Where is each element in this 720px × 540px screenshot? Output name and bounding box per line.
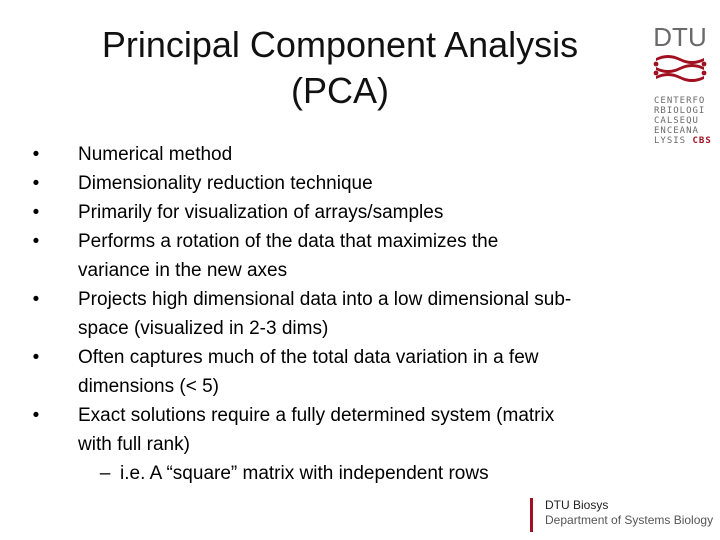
bullet-item bbox=[20, 169, 660, 198]
bullet-symbol: • bbox=[32, 144, 40, 165]
bullet-text-cont: variance in the new axes bbox=[78, 260, 288, 281]
cbs-logo-line: ENCEANA bbox=[654, 126, 699, 136]
bullet-text: Projects high dimensional data into a low dimensional sub- bbox=[78, 289, 572, 310]
bullet-item bbox=[20, 285, 660, 343]
bullet-item bbox=[20, 198, 660, 227]
bullet-symbol: • bbox=[32, 173, 40, 194]
bullet-item bbox=[20, 343, 660, 401]
bullet-text: Primarily for visualization of arrays/samples bbox=[78, 202, 444, 223]
bullet-symbol: • bbox=[32, 347, 40, 368]
bullet-text: Often captures much of the total data variation in a few bbox=[78, 347, 539, 368]
cbs-logo-line: CALSEQU bbox=[654, 116, 699, 126]
slide-title bbox=[40, 22, 640, 114]
cbs-logo-line: RBIOLOGI bbox=[654, 106, 706, 116]
cbs-logo-line-last: LYSIS CBS bbox=[654, 136, 712, 146]
title-line-2: (PCA) bbox=[291, 70, 389, 111]
dtu-logo-text: DTU bbox=[653, 22, 707, 52]
dtu-logo-mark bbox=[654, 55, 707, 82]
sub-bullet-item bbox=[20, 459, 660, 488]
bullet-text-cont: dimensions (< 5) bbox=[78, 376, 219, 397]
cbs-badge: CBS bbox=[692, 136, 712, 146]
bullet-text-cont: with full rank) bbox=[78, 434, 190, 455]
bullet-text: Numerical method bbox=[78, 144, 233, 165]
dtu-logo bbox=[650, 20, 710, 100]
bullet-text: Exact solutions require a fully determined system (matrix bbox=[78, 405, 555, 426]
bullet-list bbox=[20, 140, 660, 488]
cbs-logo-line: CENTERFO bbox=[654, 96, 706, 106]
bullet-symbol: • bbox=[32, 231, 40, 252]
cbs-logo bbox=[654, 96, 710, 150]
footer-dept: Department of Systems Biology bbox=[545, 513, 714, 527]
bullet-symbol: • bbox=[32, 202, 40, 223]
bullet-text: Performs a rotation of the data that maximizes the bbox=[78, 231, 499, 252]
bullet-item bbox=[20, 227, 660, 285]
sub-bullet-text: i.e. A “square” matrix with independent rows bbox=[120, 463, 489, 484]
sub-bullet-symbol: – bbox=[99, 463, 111, 484]
footer-logo bbox=[530, 498, 713, 532]
bullet-item bbox=[20, 401, 660, 459]
bullet-symbol: • bbox=[32, 405, 40, 426]
bullet-item bbox=[20, 140, 660, 169]
bullet-text: Dimensionality reduction technique bbox=[78, 173, 373, 194]
bullet-text-cont: space (visualized in 2-3 dims) bbox=[78, 318, 329, 339]
footer-org: DTU Biosys bbox=[545, 498, 609, 512]
title-line-1: Principal Component Analysis bbox=[101, 24, 579, 65]
bullet-symbol: • bbox=[32, 289, 40, 310]
